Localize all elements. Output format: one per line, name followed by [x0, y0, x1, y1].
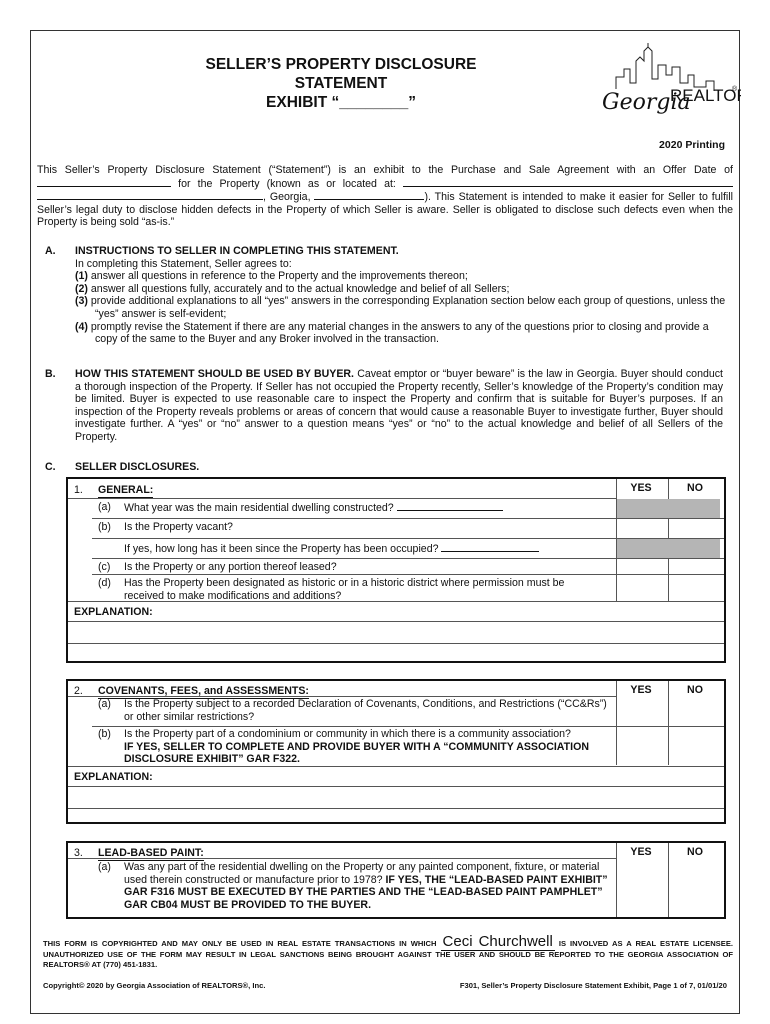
- yes-column-header: YES: [630, 684, 652, 696]
- form-page: [30, 30, 740, 1014]
- intro-paragraph: [37, 164, 733, 229]
- logo-reg: ®: [732, 86, 738, 93]
- question-1b: Is the Property vacant?: [124, 521, 233, 533]
- general-disclosure-box: 1. GENERAL: YES NO (a) What year was the main residential dwelling constructed? (b) Is the Property vacant? If yes, how long has it been since the Property has been occupied? (c) Is the Property or any portion thereof leased? (d) Has the Property been designated as historic or in a historic district where permission must be received to make modifications and additions? EXPLANATION:: [66, 477, 726, 663]
- lead-paint-disclosure-box: 3. LEAD-BASED PAINT: YES NO (a) Was any part of the residential dwelling on the Property or any painted component, fixture, or material used therein constructed or manufacture prior to 1978? IF YES, THE “LEAD-BASED PAINT EXHIBIT” GAR F316 MUST BE EXECUTED BY THE PARTIES AND THE “LEAD-BASED PAINT PAMPHLET” GAR CB04 MUST BE PROVIDED TO THE BUYER.: [66, 841, 726, 919]
- box-2-heading: COVENANTS, FEES, and ASSESSMENTS:: [98, 685, 309, 697]
- offer-date-field[interactable]: [37, 177, 171, 187]
- title-line-2: EXHIBIT “________”: [266, 94, 416, 111]
- box-1-heading: GENERAL:: [98, 484, 154, 496]
- no-column-header: NO: [687, 482, 703, 494]
- title-line-1: SELLER’S PROPERTY DISCLOSURE STATEMENT: [205, 56, 477, 92]
- question-1a: What year was the main residential dwelling constructed?: [124, 501, 503, 515]
- logo-realtors: REALTO: [670, 86, 737, 105]
- no-column-header: NO: [687, 684, 703, 696]
- skyline-icon: [596, 39, 741, 119]
- instruction-item-4: (4) promptly revise the Statement if there are any material changes in the answers to any of the questions prior to closing and provide a copy of the same to the Buyer and any Broker involved in the transaction.: [75, 320, 709, 346]
- intro-part-1: This Seller’s Property Disclosure Statement (“Statement”) is an exhibit to the Purchase and Sale Agreement with an Offer Date of: [37, 164, 733, 176]
- section-c-heading: SELLER DISCLOSURES.: [75, 461, 200, 473]
- yes-column-header: YES: [630, 482, 652, 494]
- intro-part-4: ). This Statement is intended to make it easier for Seller to fulfill Seller’s legal duty to disclose hidden defects in the Property of which Seller is aware. Seller is obligated to disclose such defects even when the Property is being sold “as-is.”: [37, 191, 733, 229]
- georgia-realtors-logo: [596, 39, 741, 119]
- intro-part-3: , Georgia,: [263, 191, 311, 204]
- section-a-heading: INSTRUCTIONS TO SELLER IN COMPLETING THIS STATEMENT.: [75, 245, 399, 257]
- instruction-item-2: (2) answer all questions fully, accurately and to the actual knowledge and belief of all Sellers;: [75, 282, 510, 295]
- question-2a: Is the Property subject to a recorded Declaration of Covenants, Conditions, and Restrictions (“CC&Rs”) or other similar restrictions?: [124, 698, 607, 723]
- vacancy-duration-field[interactable]: [441, 542, 539, 552]
- instruction-item-3: (3) provide additional explanations to all “yes” answers in the corresponding Explanation section below each group of questions, unless the “yes” answer is self-evident;: [75, 295, 726, 320]
- licensee-signature: Ceci Churchwell: [442, 933, 553, 950]
- no-column-header: NO: [687, 846, 703, 858]
- yes-column-header: YES: [630, 846, 652, 858]
- covenants-disclosure-box: 2. COVENANTS, FEES, and ASSESSMENTS: YES NO (a) Is the Property subject to a recorded Declaration of Covenants, Conditions, and Restrictions (“CC&Rs”) or other similar restrictions? (b) Is the Property part of a condominium or community in which there is a community association? IF YES, SELLER TO COMPLETE AND PROVIDE BUYER WITH A “COMMUNITY ASSOCIATION DISCLOSURE EXHIBIT” GAR F322. EXPLANATION:: [66, 679, 726, 824]
- box-3-heading: LEAD-BASED PAINT:: [98, 847, 204, 859]
- intro-part-2: for the Property (known as or located at:: [178, 177, 396, 190]
- question-3a: Was any part of the residential dwelling on the Property or any painted component, fixture, or material used therein constructed or manufacture prior to 1978? IF YES, THE “LEAD-BASED PAINT EXHIBIT” GAR F316 MUST BE EXECUTED BY THE PARTIES AND THE “LEAD-BASED PAINT PAMPHLET” GAR CB04 MUST BE PROVIDED TO THE BUYER.: [124, 861, 608, 911]
- form-identifier: F301, Seller’s Property Disclosure Statement Exhibit, Page 1 of 7, 01/01/20: [459, 981, 727, 990]
- question-2b: Is the Property part of a condominium or community in which there is a community association? IF YES, SELLER TO COMPLETE AND PROVIDE BUYER WITH A “COMMUNITY ASSOCIATION DISCLOSURE EXHIBIT” GAR F322.: [124, 728, 589, 766]
- box-3-number: 3.: [74, 847, 83, 859]
- section-b-heading: HOW THIS STATEMENT SHOULD BE USED BY BUYER.: [75, 368, 354, 380]
- section-b-text: Caveat emptor or “buyer beware” is the law in Georgia. Buyer should conduct a thorough inspection of the Property. If Seller has not occupied the Property recently, Seller’s knowledge of the Property’s condition may be limited. Buyer is expected to use reasonable care to inspect the Property and confirm that is suitable for Buyer’s purposes. If an inspection of the Property reveals problems or areas of concern that would cause a reasonable Buyer to investigate further, Buyer should investigate further. A “yes” or “no” answer to a question means “yes” or “no” to the actual knowledge and belief of all Sellers of the Property.: [75, 368, 723, 443]
- box-1-number: 1.: [74, 484, 83, 496]
- section-a: [75, 245, 733, 346]
- page-title: [161, 55, 521, 112]
- property-county-field[interactable]: [314, 190, 424, 200]
- section-b: [75, 368, 723, 444]
- question-1b-follow: If yes, how long has it been since the Property has been occupied?: [124, 542, 539, 556]
- section-a-letter: A.: [45, 245, 56, 257]
- copyright-line: Copyright© 2020 by Georgia Association of REALTORS®, Inc.: [43, 981, 266, 990]
- question-1d: Has the Property been designated as historic or in a historic district where permission must be received to make modifications and additions?: [124, 577, 565, 602]
- printing-year: 2020 Printing: [659, 139, 725, 151]
- box-2-number: 2.: [74, 685, 83, 697]
- section-c-letter: C.: [45, 461, 56, 473]
- explanation-label-1: EXPLANATION:: [74, 606, 153, 618]
- property-city-field[interactable]: [37, 190, 263, 200]
- year-built-field[interactable]: [397, 501, 503, 511]
- logo-georgia: Georgia: [602, 90, 691, 115]
- property-address-field[interactable]: [403, 177, 733, 187]
- section-b-letter: B.: [45, 368, 56, 380]
- instruction-item-1: (1) answer all questions in reference to the Property and the improvements thereon;: [75, 270, 468, 283]
- copyright-notice: THIS FORM IS COPYRIGHTED AND MAY ONLY BE USED IN REAL ESTATE TRANSACTIONS IN WHICH Ceci Churchwell IS INVOLVED AS A REAL ESTATE LICENSEE. UNAUTHORIZED USE OF THE FORM MAY RESULT IN LEGAL SANCTIONS BEING BROUGHT AGAINST THE USER AND SHOULD BE REPORTED TO THE GEORGIA ASSOCIATION OF REALTORS® AT (770) 451-1831.: [43, 933, 733, 969]
- question-1c: Is the Property or any portion thereof leased?: [124, 561, 337, 573]
- explanation-label-2: EXPLANATION:: [74, 771, 153, 783]
- section-a-lead: In completing this Statement, Seller agrees to:: [75, 257, 292, 270]
